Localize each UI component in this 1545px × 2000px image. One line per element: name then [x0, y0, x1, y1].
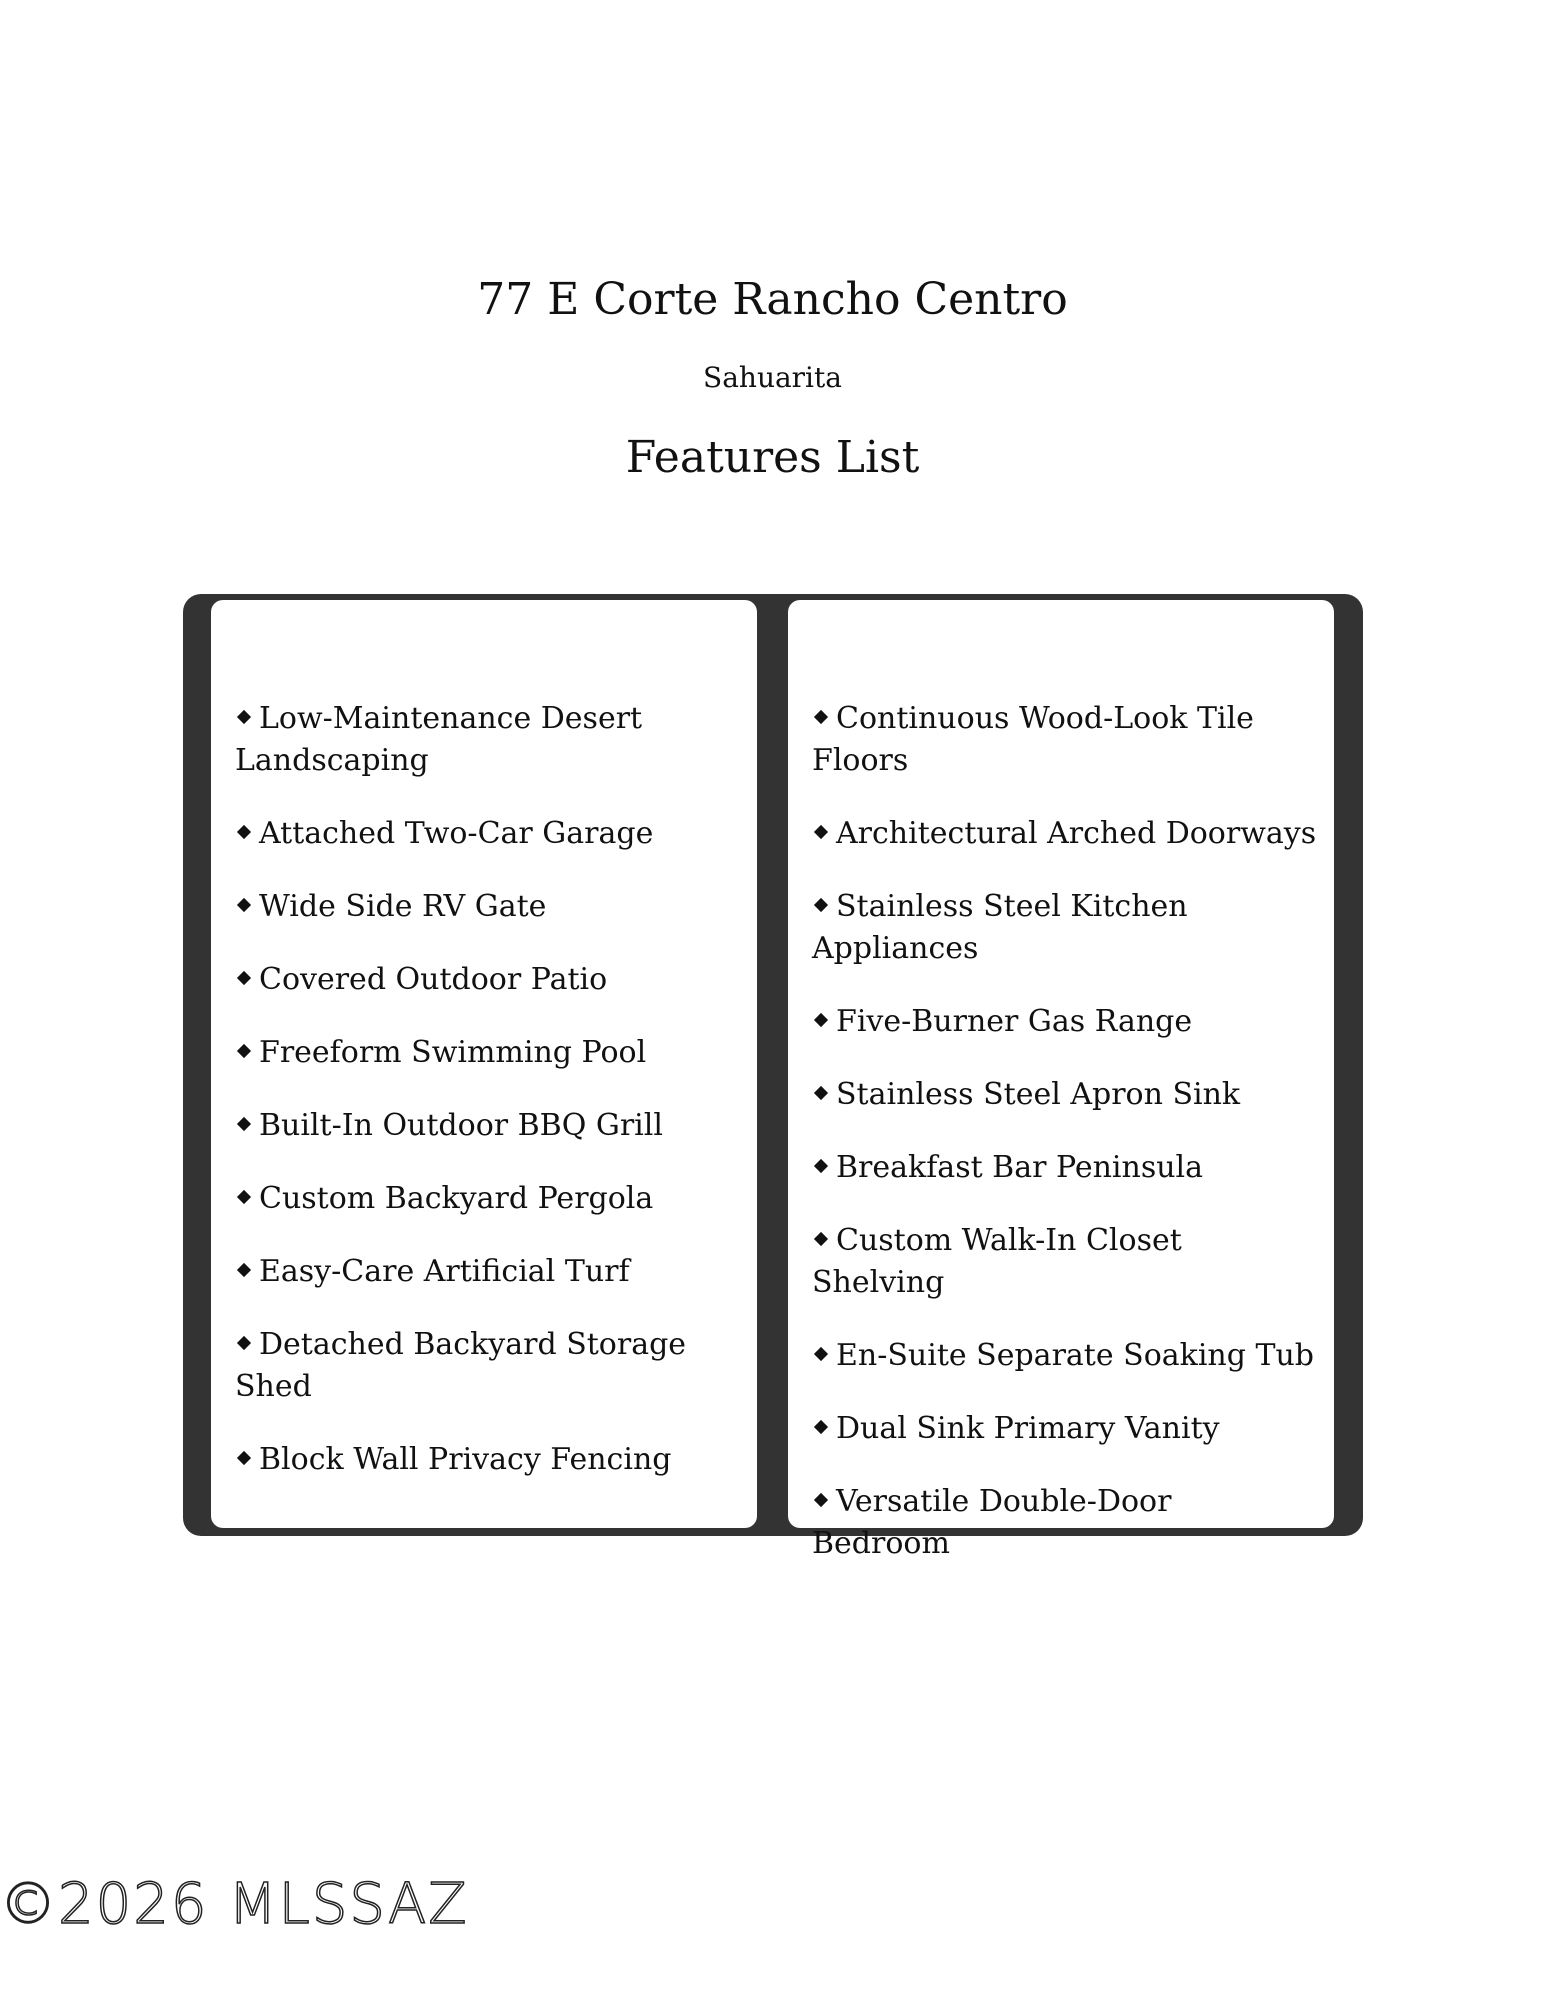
feature-item	[812, 1001, 1318, 1043]
feature-text: Stainless Steel Apron Sink	[836, 1077, 1241, 1112]
diamond-bullet-icon	[814, 710, 828, 724]
feature-text: Continuous Wood-Look Tile Floors	[812, 701, 1254, 778]
feature-item	[812, 1220, 1318, 1304]
feature-item	[235, 1105, 741, 1147]
feature-item	[812, 1074, 1318, 1116]
property-city: Sahuarita	[703, 361, 842, 394]
feature-item	[235, 1324, 741, 1408]
feature-item	[812, 1335, 1318, 1377]
feature-item	[812, 1408, 1318, 1450]
feature-item	[235, 886, 741, 928]
feature-text: Breakfast Bar Peninsula	[836, 1150, 1204, 1185]
diamond-bullet-icon	[814, 1493, 828, 1507]
feature-text: Stainless Steel Kitchen Appliances	[812, 889, 1188, 966]
diamond-bullet-icon	[237, 825, 251, 839]
feature-item	[812, 1147, 1318, 1189]
feature-item	[235, 1439, 741, 1481]
feature-item	[235, 813, 741, 855]
feature-text: Wide Side RV Gate	[259, 889, 547, 924]
feature-text: Custom Backyard Pergola	[259, 1181, 654, 1216]
feature-text: Block Wall Privacy Fencing	[259, 1442, 672, 1477]
left-feature-list	[235, 698, 741, 1481]
diamond-bullet-icon	[237, 1451, 251, 1465]
features-frame	[183, 594, 1363, 1561]
diamond-bullet-icon	[237, 1336, 251, 1350]
feature-item	[812, 698, 1318, 782]
feature-item	[235, 698, 741, 782]
feature-item	[235, 1032, 741, 1074]
feature-text: Versatile Double-Door Bedroom	[812, 1484, 1172, 1561]
diamond-bullet-icon	[237, 710, 251, 724]
feature-item	[812, 1481, 1318, 1565]
feature-text: Five-Burner Gas Range	[836, 1004, 1193, 1039]
diamond-bullet-icon	[814, 1347, 828, 1361]
features-panel-left	[211, 600, 757, 1528]
diamond-bullet-icon	[814, 825, 828, 839]
feature-item	[812, 813, 1318, 855]
feature-text: En-Suite Separate Soaking Tub	[836, 1338, 1315, 1373]
feature-text: Attached Two-Car Garage	[259, 816, 654, 851]
diamond-bullet-icon	[237, 1044, 251, 1058]
right-feature-list	[812, 698, 1318, 1565]
feature-item	[235, 1251, 741, 1293]
feature-item	[812, 886, 1318, 970]
feature-item	[235, 959, 741, 1001]
diamond-bullet-icon	[237, 1190, 251, 1204]
feature-text: Easy-Care Artificial Turf	[259, 1254, 630, 1289]
diamond-bullet-icon	[814, 1420, 828, 1434]
feature-item	[235, 1178, 741, 1220]
diamond-bullet-icon	[814, 1013, 828, 1027]
copyright-watermark: ©2026 MLSSAZ	[0, 1872, 469, 1937]
feature-text: Architectural Arched Doorways	[836, 816, 1317, 851]
diamond-bullet-icon	[814, 898, 828, 912]
diamond-bullet-icon	[814, 1232, 828, 1246]
feature-text: Low-Maintenance Desert Landscaping	[235, 701, 643, 778]
feature-text: Covered Outdoor Patio	[259, 962, 608, 997]
property-address: 77 E Corte Rancho Centro	[477, 274, 1068, 325]
features-panel-right	[788, 600, 1334, 1561]
diamond-bullet-icon	[237, 1117, 251, 1131]
diamond-bullet-icon	[237, 1263, 251, 1277]
feature-text: Dual Sink Primary Vanity	[836, 1411, 1220, 1446]
features-list-title: Features List	[625, 432, 920, 483]
feature-text: Built-In Outdoor BBQ Grill	[259, 1108, 663, 1143]
diamond-bullet-icon	[814, 1159, 828, 1173]
diamond-bullet-icon	[237, 898, 251, 912]
diamond-bullet-icon	[237, 971, 251, 985]
feature-text: Freeform Swimming Pool	[259, 1035, 647, 1070]
feature-text: Detached Backyard Storage Shed	[235, 1327, 687, 1404]
feature-text: Custom Walk-In Closet Shelving	[812, 1223, 1182, 1300]
diamond-bullet-icon	[814, 1086, 828, 1100]
